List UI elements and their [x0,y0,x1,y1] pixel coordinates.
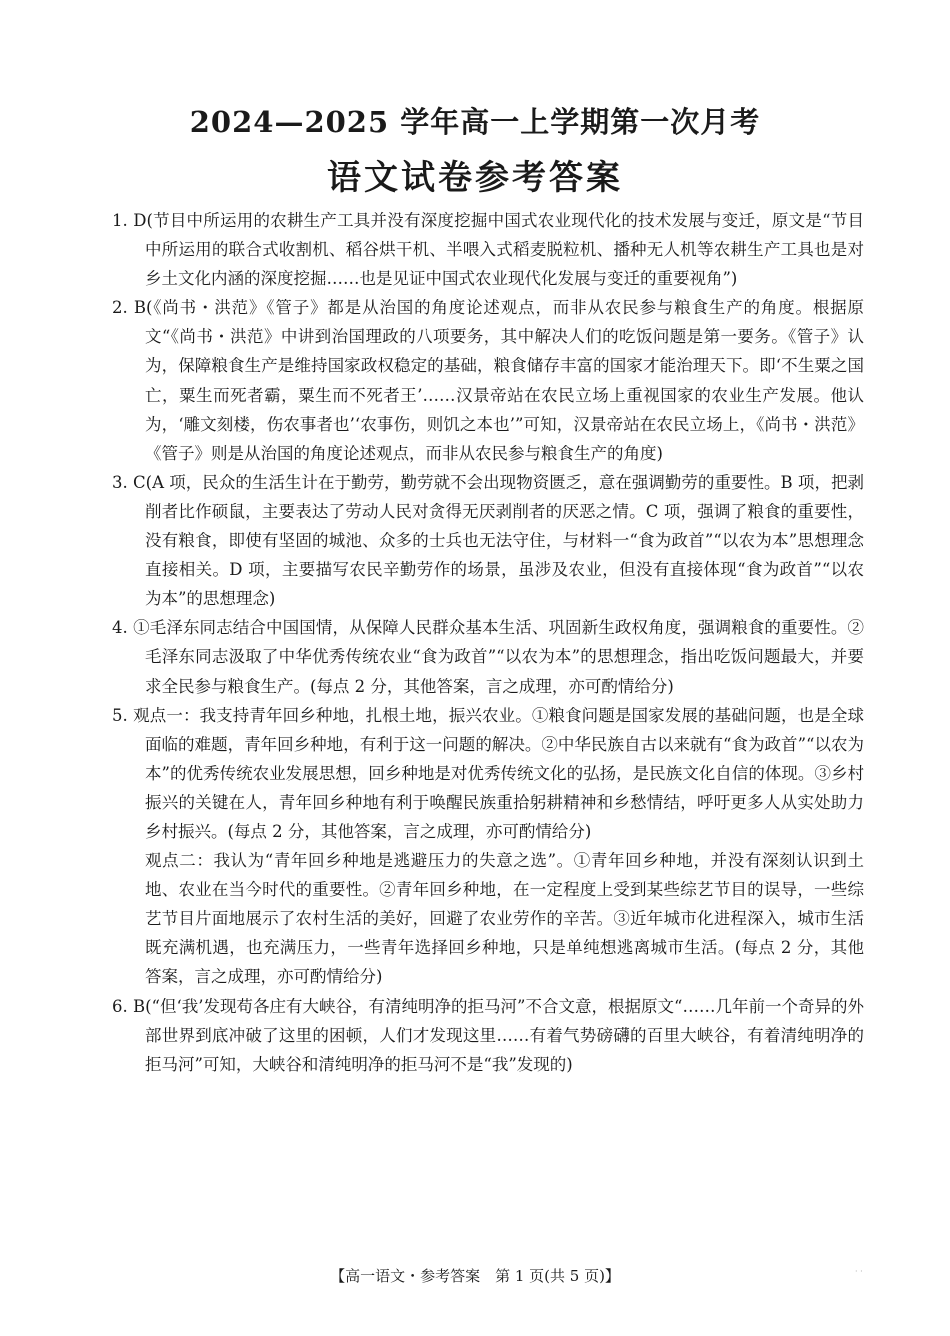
document-title: 语文试卷参考答案 [327,158,623,198]
footer-marks: · · [855,1267,863,1276]
answer-item-4: 4. ①毛泽东同志结合中国国情，从保障人民群众基本生活、巩固新生政权角度，强调粮食的重要性。②毛泽东同志汲取了中华优秀传统农业“食为政首”“以农为本”的思想理念，指出吃饭问题最大，并要求全民参与粮食生产。(每点 2 分，其他答案，言之成理，亦可酌情给分) [112,618,864,696]
answer-item-6: 6. B(“但‘我’发现苟各庄有大峡谷，有清纯明净的拒马河”不合文意，根据原文“……几年前一个奇异的外部世界到底冲破了这里的困顿，人们才发现这里……有着气势磅礴的百里大峡谷，有着清纯明净的拒马河”可知，大峡谷和清纯明净的拒马河不是“我”发现的) [112,996,864,1074]
page-footer: 【高一语文・参考答案 第 1 页(共 5 页)】 [330,1267,620,1285]
answer-item-5-viewpoint-2: 观点二：我认为“青年回乡种地是逃避压力的失意之选”。①青年回乡种地，并没有深刻认识到土地、农业在当今时代的重要性。②青年回乡种地，在一定程度上受到某些综艺节目的误导，一些综艺节目片面地展示了农村生活的美好，回避了农业劳作的辛苦。③近年城市化进程深入，城市生活既充满机遇，也充满压力，一些青年选择回乡种地，只是单纯想逃离城市生活。(每点 2 分，其他答案，言之成理，亦可酌情给分) [145,851,864,987]
answer-item-2: 2. B(《尚书・洪范》《管子》都是从治国的角度论述观点，而非从农民参与粮食生产的角度。根据原文“《尚书・洪范》中讲到治国理政的八项要务，其中解决人们的吃饭问题是第一要务。《管子》认为，保障粮食生产是维持国家政权稳定的基础，粮食储存丰富的国家才能治理天下。即‘不生粟之国亡，粟生而死者霸，粟生而不死者王’……汉景帝站在农民立场上重视国家的农业生产发展。他认为，‘雕文刻楼，伤农事者也’‘农事伤，则饥之本也’”可知，汉景帝站在农民立场上，《尚书・洪范》《管子》则是从治国的角度论述观点，而非从农民参与粮食生产的角度) [112,298,864,463]
answer-item-5: 5. 观点一：我支持青年回乡种地，扎根土地，振兴农业。①粮食问题是国家发展的基础问题，也是全球面临的难题，青年回乡种地，有利于这一问题的解决。②中华民族自古以来就有“食为政首”“以农为本”的优秀传统农业发展思想，回乡种地是对优秀传统文化的弘扬，是民族文化自信的体现。③乡村振兴的关键在人，青年回乡种地有利于唤醒民族重拾躬耕精神和乡愁情结，呼吁更多人从实处助力乡村振兴。(每点 2 分，其他答案，言之成理，亦可酌情给分) [112,705,864,841]
answer-item-1: 1. D(节目中所运用的农耕生产工具并没有深度挖掘中国式农业现代化的技术发展与变迁，原文是“节目中所运用的联合式收割机、稻谷烘干机、半喂入式稻麦脱粒机、播种无人机等农耕生产工具也是对乡土文化内涵的深度挖掘……也是见证中国式农业现代化发展与变迁的重要视角”) [112,211,864,289]
answer-item-3: 3. C(A 项，民众的生活生计在于勤劳，勤劳就不会出现物资匮乏，意在强调勤劳的重要性。B 项，把剥削者比作硕鼠，主要表达了劳动人民对贪得无厌剥削者的厌恶之情。C 项，强调了粮食的重要性，没有粮食，即使有坚固的城池、众多的士兵也无法守住，与材料一“食为政首”“以农为本”思想理念直接相关。D 项，主要描写农民辛勤劳作的场景，虽涉及农业，但没有直接体现“食为政首”“以农为本”的思想理念) [112,472,864,609]
exam-title: 2024—2025 学年高一上学期第一次月考 [189,105,761,139]
answers-body [112,206,864,1079]
